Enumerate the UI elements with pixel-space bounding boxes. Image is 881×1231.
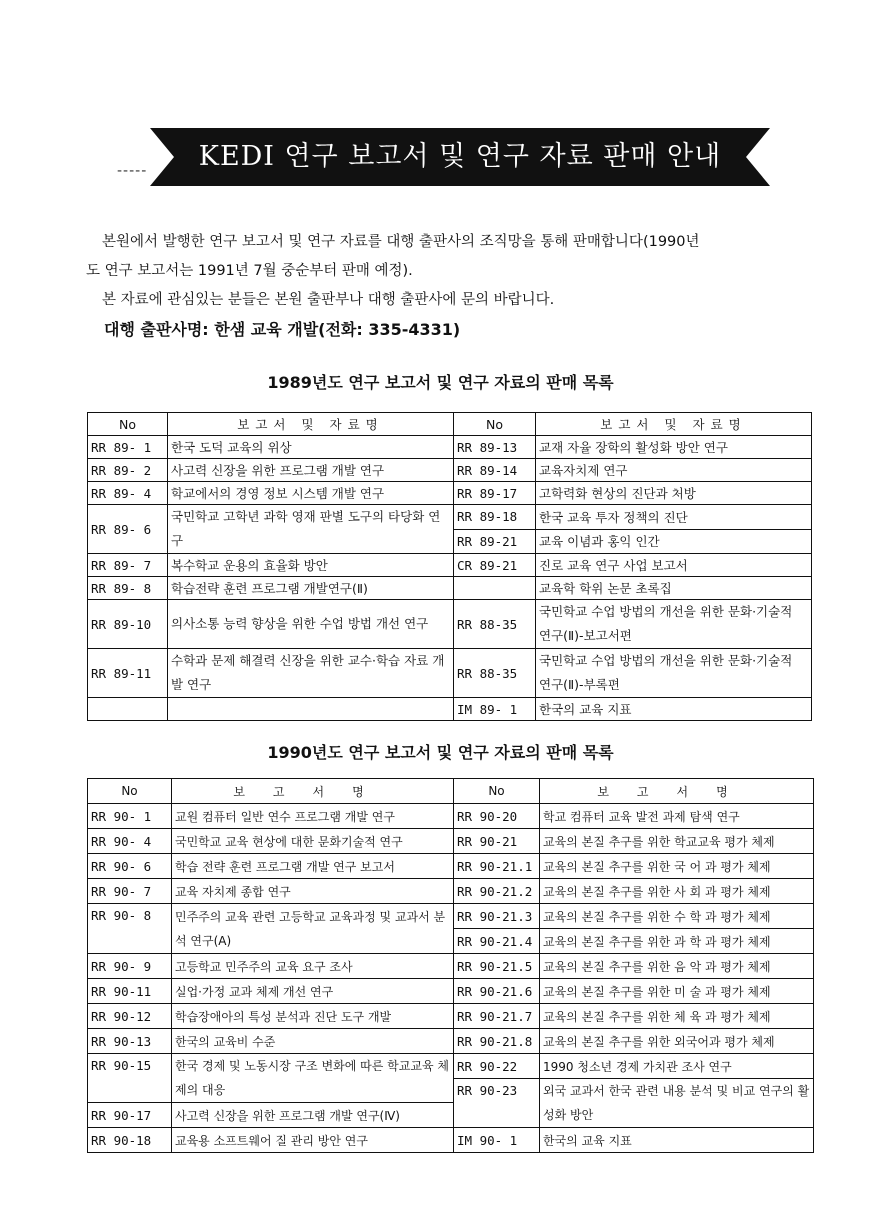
table-1990 [87,778,814,1153]
report-no [454,577,536,600]
report-name: 교육의 본질 추구를 위한 외국어과 평가 체제 [540,1029,814,1054]
intro-line-3: 본 자료에 관심있는 분들은 본원 출판부나 대행 출판사에 문의 바랍니다. [102,292,555,308]
report-name: 수학과 문제 해결력 신장을 위한 교수·학습 자료 개발 연구 [168,649,454,698]
report-no: RR 90-21.2 [454,879,540,904]
report-no: RR 89- 8 [88,577,168,600]
header-no: No [88,413,168,436]
report-name: 교육용 소프트웨어 질 관리 방안 연구 [172,1128,454,1153]
table-1989 [87,412,812,721]
report-no: RR 89-11 [88,649,168,698]
page-title: KEDI 연구 보고서 및 연구 자료 판매 안내 [198,141,722,172]
report-no: RR 89- 6 [88,505,168,554]
header-no: No [88,779,172,804]
report-no: RR 90-18 [88,1128,172,1153]
table-row [88,577,812,600]
table-header-row [88,413,812,436]
table-row [88,436,812,459]
report-name: 1990 청소년 경제 가치관 조사 연구 [540,1054,814,1079]
report-no: RR 90- 9 [88,954,172,979]
report-name: 진로 교육 연구 사업 보고서 [536,554,812,577]
table-row [88,1004,814,1029]
report-no: RR 90-21.8 [454,1029,540,1054]
report-name: 국민학교 고학년 과학 영재 판별 도구의 타당화 연구 [168,505,454,554]
empty-cell [88,698,168,721]
report-name: 교육 자치제 종합 연구 [172,879,454,904]
table-row [88,554,812,577]
report-no: RR 89- 4 [88,482,168,505]
report-no: RR 90- 6 [88,854,172,879]
report-no: RR 90- 7 [88,879,172,904]
report-name: 학습장애아의 특성 분석과 진단 도구 개발 [172,1004,454,1029]
report-name: 한국의 교육비 수준 [172,1029,454,1054]
section-1990-title: 1990년도 연구 보고서 및 연구 자료의 판매 목록 [267,743,614,762]
report-no: RR 90- 8 [88,904,172,954]
report-no: RR 90-21.5 [454,954,540,979]
report-no: RR 90-11 [88,979,172,1004]
table-header-row [88,779,814,804]
report-no: RR 89-18 [454,505,536,530]
report-no: RR 90-12 [88,1004,172,1029]
report-no: RR 89-10 [88,600,168,649]
report-name: 의사소통 능력 향상을 위한 수업 방법 개선 연구 [168,600,454,649]
report-name: 복수학교 운용의 효율화 방안 [168,554,454,577]
report-no: RR 90-17 [88,1103,172,1128]
report-name: 한국 교육 투자 정책의 진단 [536,505,812,530]
report-name: 교육의 본질 추구를 위한 과 학 과 평가 체제 [540,929,814,954]
table-row [88,698,812,721]
table-row [88,829,814,854]
table-row [88,505,812,530]
table-row [88,979,814,1004]
table-row [88,649,812,698]
intro-line-1: 본원에서 발행한 연구 보고서 및 연구 자료를 대행 출판사의 조직망을 통해 판매합니다(1990년 [102,234,700,250]
report-no: RR 89-21 [454,529,536,554]
report-name: 한국의 교육 지표 [536,698,812,721]
report-no: RR 89-13 [454,436,536,459]
table-row [88,459,812,482]
report-name: 사고력 신장을 위한 프로그램 개발 연구 [168,459,454,482]
publisher-info: 대행 출판사명: 한샘 교육 개발(전화: 335-4331) [104,320,461,339]
report-name: 학교에서의 경영 정보 시스템 개발 연구 [168,482,454,505]
intro-line-2: 도 연구 보고서는 1991년 7월 중순부터 판매 예정). [86,263,413,279]
report-no: RR 90- 1 [88,804,172,829]
report-no: RR 88-35 [454,600,536,649]
report-name: 교육의 본질 추구를 위한 체 육 과 평가 체제 [540,1004,814,1029]
table-row [88,879,814,904]
report-name: 한국 도덕 교육의 위상 [168,436,454,459]
report-no: RR 90-15 [88,1054,172,1103]
empty-cell [168,698,454,721]
report-no: RR 89-17 [454,482,536,505]
report-no: RR 89-14 [454,459,536,482]
report-no: RR 90-22 [454,1054,540,1079]
report-no: RR 90-21 [454,829,540,854]
intro-text [86,228,821,344]
report-name: 교육의 본질 추구를 위한 수 학 과 평가 체제 [540,904,814,929]
header-name: 보고서명 [172,779,454,804]
report-name: 국민학교 수업 방법의 개선을 위한 문화·기술적 연구(Ⅱ)-보고서편 [536,600,812,649]
report-name: 교육의 본질 추구를 위한 음 악 과 평가 체제 [540,954,814,979]
section-1989-title: 1989년도 연구 보고서 및 연구 자료의 판매 목록 [267,373,614,392]
report-name: 고등학교 민주주의 교육 요구 조사 [172,954,454,979]
table-row [88,804,814,829]
report-no: RR 90-23 [454,1079,540,1128]
report-name: 교재 자율 장학의 활성화 방안 연구 [536,436,812,459]
report-name: 사고력 신장을 위한 프로그램 개발 연구(Ⅳ) [172,1103,454,1128]
report-name: 외국 교과서 한국 관련 내용 분석 및 비교 연구의 활성화 방안 [540,1079,814,1128]
header-no: No [454,413,536,436]
header-no: No [454,779,540,804]
report-name: 학교 컴퓨터 교육 발전 과제 탐색 연구 [540,804,814,829]
report-no: RR 89- 1 [88,436,168,459]
report-name: 교육의 본질 추구를 위한 사 회 과 평가 체제 [540,879,814,904]
report-name: 교육의 본질 추구를 위한 미 술 과 평가 체제 [540,979,814,1004]
table-row [88,954,814,979]
report-name: 한국의 교육 지표 [540,1128,814,1153]
report-name: 실업·가정 교과 체제 개선 연구 [172,979,454,1004]
report-no: RR 90-21.1 [454,854,540,879]
table-row [88,600,812,649]
report-no: RR 89- 2 [88,459,168,482]
report-no: RR 89- 7 [88,554,168,577]
report-name: 국민학교 교육 현상에 대한 문화기술적 연구 [172,829,454,854]
report-name: 학습 전략 훈련 프로그램 개발 연구 보고서 [172,854,454,879]
report-name: 교육학 학위 논문 초록집 [536,577,812,600]
report-no: RR 90-13 [88,1029,172,1054]
report-no: RR 90-21.6 [454,979,540,1004]
report-no: RR 90-21.7 [454,1004,540,1029]
report-no: RR 88-35 [454,649,536,698]
report-name: 교육 이념과 홍익 인간 [536,529,812,554]
table-row [88,854,814,879]
report-name: 한국 경제 및 노동시장 구조 변화에 따른 학교교육 체제의 대응 [172,1054,454,1103]
report-name: 민주주의 교육 관련 고등학교 교육과정 및 교과서 분석 연구(A) [172,904,454,954]
report-no: IM 89- 1 [454,698,536,721]
report-name: 국민학교 수업 방법의 개선을 위한 문화·기술적 연구(Ⅱ)-부록편 [536,649,812,698]
report-name: 교원 컴퓨터 일반 연수 프로그램 개발 연구 [172,804,454,829]
report-no: RR 90- 4 [88,829,172,854]
report-no: CR 89-21 [454,554,536,577]
table-row [88,1029,814,1054]
table-row [88,1128,814,1153]
header-name: 보고서명 [540,779,814,804]
header-name: 보고서 및 자료명 [536,413,812,436]
report-no: IM 90- 1 [454,1128,540,1153]
report-name: 학습전략 훈련 프로그램 개발연구(Ⅱ) [168,577,454,600]
report-no: RR 90-21.3 [454,904,540,929]
report-name: 교육의 본질 추구를 위한 학교교육 평가 체제 [540,829,814,854]
report-no: RR 90-20 [454,804,540,829]
banner-dash: ----- [117,163,148,179]
report-no: RR 90-21.4 [454,929,540,954]
report-name: 고학력화 현상의 진단과 처방 [536,482,812,505]
report-name: 교육의 본질 추구를 위한 국 어 과 평가 체제 [540,854,814,879]
table-row [88,904,814,929]
title-banner [150,128,770,186]
table-row [88,1054,814,1079]
report-name: 교육자치제 연구 [536,459,812,482]
table-row [88,482,812,505]
header-name: 보고서 및 자료명 [168,413,454,436]
